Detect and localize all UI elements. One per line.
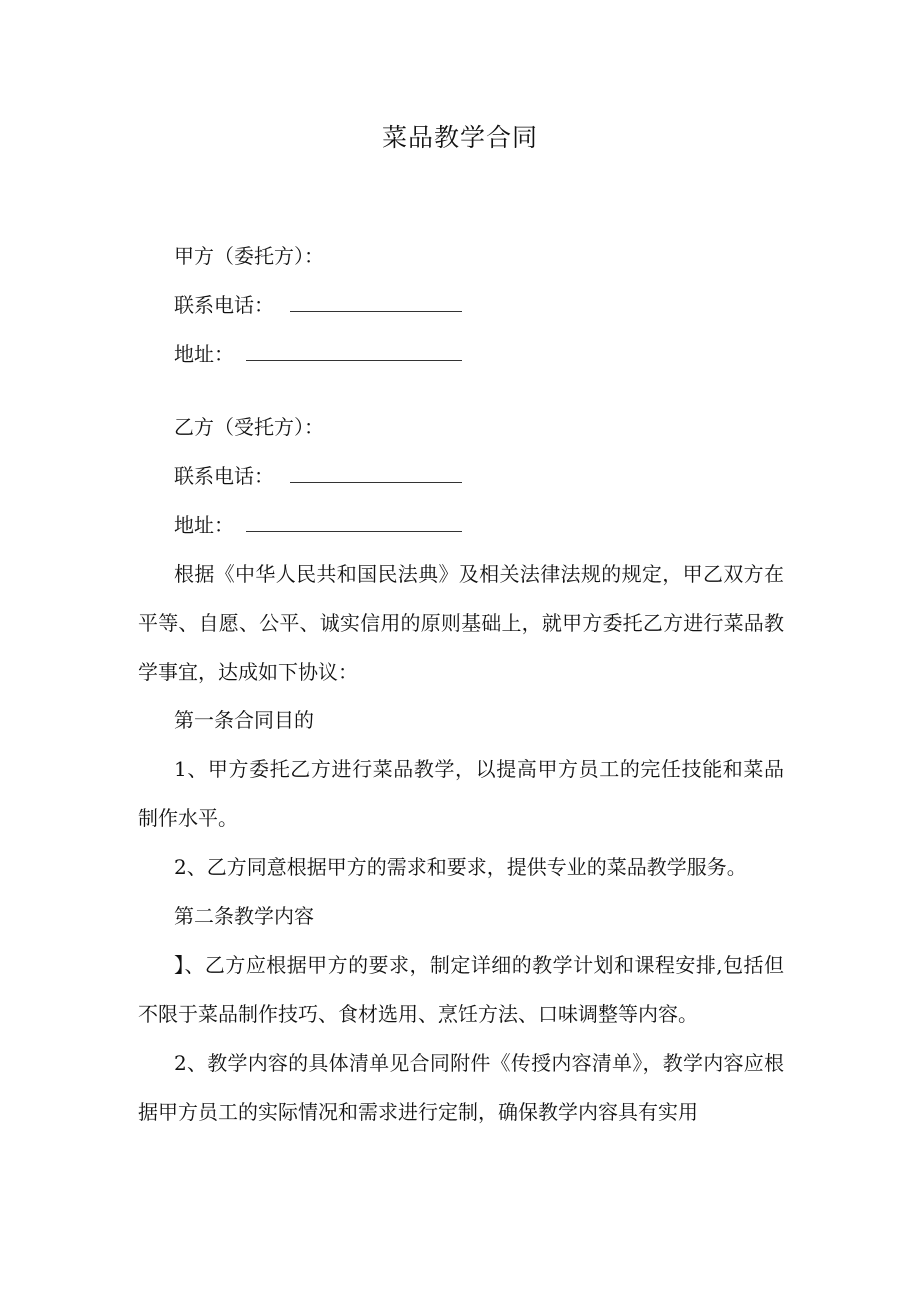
party-a-address-label: 地址： (174, 342, 234, 366)
party-a-heading: 甲方（委托方）： (174, 244, 324, 268)
party-b-address-blank[interactable] (246, 513, 462, 532)
preamble-paragraph: 根据《中华人民共和国民法典》及相关法律法规的规定，甲乙双方在平等、自愿、公平、诚实信用的原则基础上，就甲方委托乙方进行菜品教学事宜，达成如下协议： (138, 562, 784, 684)
party-a-phone-blank[interactable] (290, 293, 462, 312)
party-b-address-label: 地址： (174, 513, 234, 537)
party-b-phone-blank[interactable] (290, 464, 462, 483)
article-2-item-1: 】、乙方应根据甲方的要求，制定详细的教学计划和课程安排,包括但不限于菜品制作技巧、食材选用、烹饪方法、口味调整等内容。 (138, 953, 784, 1026)
party-b-address-row (174, 513, 462, 537)
article-2-item-2: 2、教学内容的具体清单见合同附件《传授内容清单》，教学内容应根据甲方员工的实际情况和需求进行定制，确保教学内容具有实用 (138, 1051, 784, 1124)
party-b-phone-row (174, 464, 462, 488)
article-1-item-1: 1、甲方委托乙方进行菜品教学，以提高甲方员工的完任技能和菜品制作水平。 (138, 757, 784, 830)
party-a-phone-label: 联系电话： (174, 293, 274, 317)
article-1-item-2: 2、乙方同意根据甲方的需求和要求，提供专业的菜品教学服务。 (174, 855, 747, 879)
party-a-phone-row (174, 293, 462, 317)
article-2-heading: 第二条教学内容 (174, 904, 314, 928)
party-a-address-row (174, 342, 462, 366)
party-b-heading: 乙方（受托方）： (174, 415, 324, 439)
party-a-address-blank[interactable] (246, 342, 462, 361)
party-b-phone-label: 联系电话： (174, 464, 274, 488)
document-title: 菜品教学合同 (381, 123, 538, 152)
article-1-heading: 第一条合同目的 (174, 708, 314, 732)
